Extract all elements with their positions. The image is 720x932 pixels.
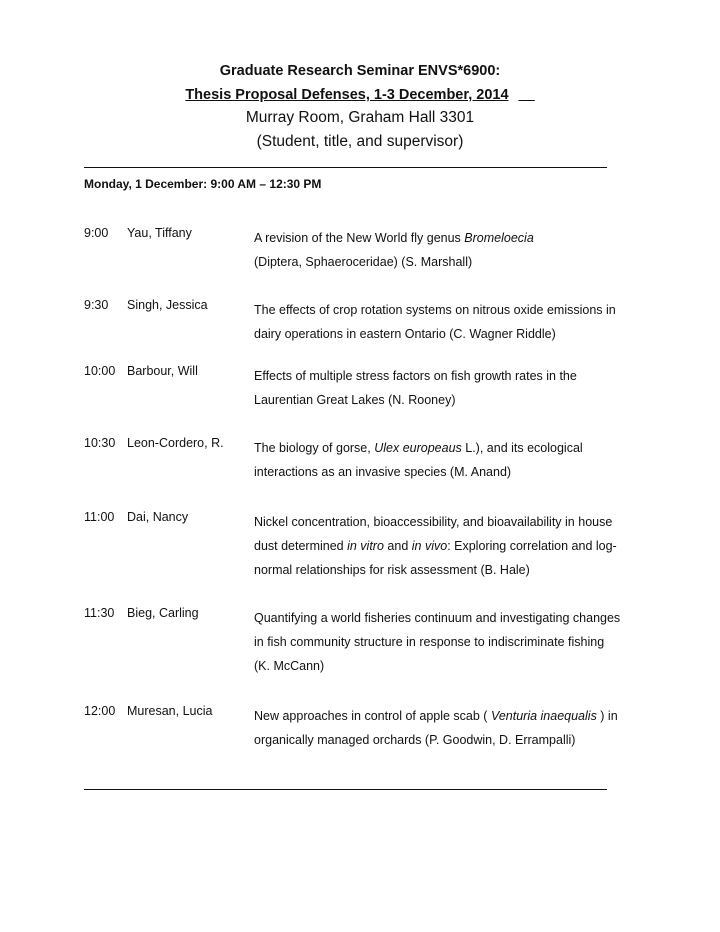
title-text: L.), and its ecological xyxy=(461,441,583,455)
entry-student: Singh, Jessica xyxy=(127,298,208,312)
entry-time: 9:30 xyxy=(84,298,109,312)
title-line: in fish community structure in response to indiscriminate fishing xyxy=(254,635,605,649)
subtitle-trailing-underline: __ xyxy=(518,87,535,103)
session-subtitle-text: Thesis Proposal Defenses, 1-3 December, 2014 xyxy=(185,87,509,103)
title-line: Effects of multiple stress factors on fish growth rates in the xyxy=(254,369,577,383)
entry-time: 11:00 xyxy=(84,510,115,524)
title-text: New approaches in control of apple scab ( xyxy=(254,709,491,723)
title-line: The effects of crop rotation systems on nitrous oxide emissions in xyxy=(254,303,616,317)
venue: Murray Room, Graham Hall 3301 xyxy=(245,109,475,126)
entry-time: 9:00 xyxy=(84,226,109,240)
title-line: (K. McCann) xyxy=(254,659,325,673)
column-note: (Student, title, and supervisor) xyxy=(256,133,464,150)
title-text: and xyxy=(383,539,412,553)
title-text: The biology of gorse, xyxy=(254,441,375,455)
title-italic: Bromeloecia xyxy=(464,231,534,245)
title-text: ) in xyxy=(596,709,618,723)
entry-title xyxy=(254,606,644,678)
session-subtitle xyxy=(0,87,720,103)
entry-student: Yau, Tiffany xyxy=(127,226,192,240)
title-italic: in vivo xyxy=(411,539,448,553)
title-line: (Diptera, Sphaeroceridae) (S. Marshall) xyxy=(254,255,473,269)
entry-student: Bieg, Carling xyxy=(127,606,199,620)
entry-student: Barbour, Will xyxy=(127,364,198,378)
entry-time: 12:00 xyxy=(84,704,116,718)
title-line: Quantifying a world fisheries continuum and investigating changes xyxy=(254,611,621,625)
entry-time: 10:30 xyxy=(84,436,116,450)
title-text: dust determined xyxy=(254,539,348,553)
entry-title xyxy=(254,226,644,274)
entry-title xyxy=(254,364,644,412)
title-italic: in vitro xyxy=(347,539,384,553)
entry-title xyxy=(254,510,644,582)
entry-title xyxy=(254,704,644,752)
entry-time: 10:00 xyxy=(84,364,116,378)
seminar-title: Graduate Research Seminar ENVS*6900: xyxy=(219,63,501,79)
title-line: interactions as an invasive species (M. Anand) xyxy=(254,465,512,479)
entry-student: Muresan, Lucia xyxy=(127,704,213,718)
entry-time: 11:30 xyxy=(84,606,115,620)
title-italic: Venturia inaequalis xyxy=(490,709,597,723)
title-line: Nickel concentration, bioaccessibility, and bioavailability in house xyxy=(254,515,613,529)
entry-title xyxy=(254,436,644,484)
title-text: : Exploring correlation and log- xyxy=(447,539,617,553)
day-heading: Monday, 1 December: 9:00 AM – 12:30 PM xyxy=(84,177,322,191)
entry-student: Leon-Cordero, R. xyxy=(127,436,224,450)
top-divider xyxy=(84,167,607,168)
title-line: organically managed orchards (P. Goodwin, D. Errampalli) xyxy=(254,733,576,747)
entry-title xyxy=(254,298,644,346)
title-italic: Ulex europeaus xyxy=(374,441,462,455)
bottom-divider xyxy=(84,789,607,790)
title-text: A revision of the New World fly genus xyxy=(254,231,465,245)
entry-student: Dai, Nancy xyxy=(127,510,189,524)
title-line: normal relationships for risk assessment (B. Hale) xyxy=(254,563,530,577)
title-line: Laurentian Great Lakes (N. Rooney) xyxy=(254,393,456,407)
title-line: dairy operations in eastern Ontario (C. Wagner Riddle) xyxy=(254,327,556,341)
